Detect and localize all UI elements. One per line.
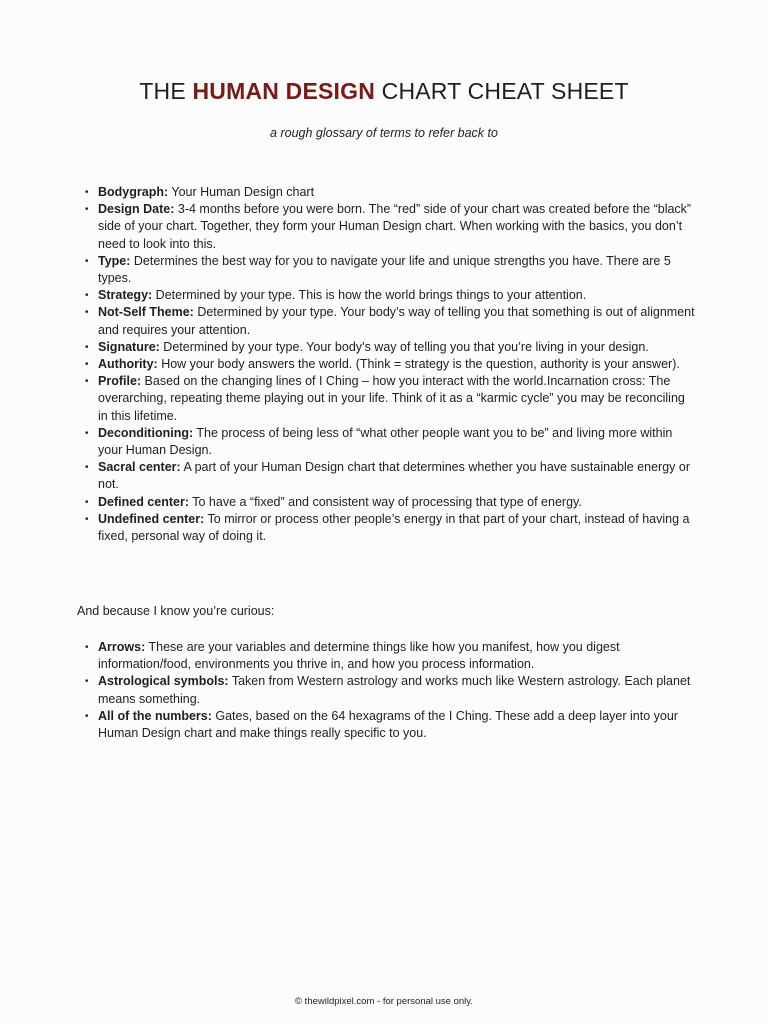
list-item-text: The process of being less of “what other people want you to be” and living more within your Human Design.	[98, 425, 673, 458]
list-item-term: Profile:	[98, 374, 142, 389]
list-item	[85, 339, 696, 356]
title-prefix: THE	[139, 78, 193, 104]
list-item-term: Type:	[98, 253, 131, 268]
list-item	[85, 459, 696, 493]
list-item-text: These are your variables and determine things like how you manifest, how you digest information/food, environments you thrive in, and how you process information.	[98, 640, 620, 672]
list-item-term: Sacral center:	[98, 460, 181, 475]
bullet-icon: •	[85, 359, 89, 371]
list-item-term: Astrological symbols:	[98, 674, 229, 689]
bullet-icon: •	[85, 462, 89, 474]
list-item-term: Arrows:	[98, 640, 146, 654]
list-item-term: Design Date:	[98, 202, 175, 217]
bullet-icon: •	[85, 204, 89, 216]
list-item-text: Based on the changing lines of I Ching – how you interact with the world.Incarnation cross: The overarching, repeating theme playing out in your life. Think of it as a “karmic cycle” you may be reconciling in this lifetime.	[98, 374, 685, 423]
list-item-term: Undefined center:	[98, 511, 205, 526]
list-item	[85, 184, 696, 201]
list-item	[85, 425, 696, 459]
title-suffix: CHART CHEAT SHEET	[375, 78, 629, 104]
bullet-icon: •	[85, 187, 89, 198]
bullet-icon: •	[85, 307, 89, 319]
list-item	[85, 201, 696, 253]
list-item	[85, 253, 696, 287]
list-item	[85, 708, 696, 742]
list-item	[85, 673, 696, 707]
list-item-text: Your Human Design chart	[168, 185, 315, 199]
list-item-text: How your body answers the world. (Think = strategy is the question, authority is your answer).	[157, 357, 680, 372]
list-item-term: Strategy:	[98, 288, 153, 303]
list-item-term: Deconditioning:	[98, 425, 194, 440]
list-item-term: All of the numbers:	[98, 708, 212, 723]
list-item-text: To mirror or process other people’s energy in that part of your chart, instead of having a fixed, personal way of doing it.	[98, 511, 690, 544]
page-title	[0, 78, 768, 105]
bullet-icon: •	[85, 341, 89, 353]
list-item-text: Taken from Western astrology and works much like Western astrology. Each planet means something.	[98, 674, 691, 706]
footer-copyright: © thewildpixel.com - for personal use only.	[295, 996, 473, 1007]
bullet-icon: •	[85, 513, 89, 525]
list-item	[85, 304, 696, 338]
bullet-icon: •	[85, 710, 89, 722]
bullet-icon: •	[85, 642, 89, 653]
list-item-text: A part of your Human Design chart that determines whether you have sustainable energy or not.	[98, 460, 691, 492]
bullet-icon: •	[85, 427, 89, 439]
list-item-term: Authority:	[98, 357, 158, 372]
bullet-icon: •	[85, 376, 89, 388]
list-item	[85, 639, 696, 673]
list-item	[85, 511, 696, 545]
list-item	[85, 287, 696, 304]
bullet-icon: •	[85, 496, 89, 508]
list-item	[85, 356, 696, 373]
list-item-text: Determined by your type. Your body’s way of telling you that something is out of alignment and requires your attention.	[98, 305, 695, 337]
bullet-icon: •	[85, 290, 89, 302]
list-item-text: Gates, based on the 64 hexagrams of the I Ching. These add a deep layer into your Human Design chart and make things really specific to you.	[98, 708, 678, 741]
list-item-term: Not-Self Theme:	[98, 305, 194, 320]
page-subtitle: a rough glossary of terms to refer back to	[270, 126, 498, 140]
list-item-term: Defined center:	[98, 494, 189, 509]
list-item-text: 3-4 months before you were born. The “red” side of your chart was created before the “black” side of your chart. Together, they form your Human Design chart. When working with the basics, you don’t need to look into this.	[98, 202, 692, 251]
bullet-icon: •	[85, 255, 89, 267]
glossary-list	[85, 184, 696, 545]
list-item	[85, 373, 696, 425]
bullet-icon: •	[85, 676, 89, 688]
list-item-text: Determined by your type. Your body’s way of telling you that you’re living in your design.	[159, 339, 649, 354]
extras-list	[85, 639, 696, 742]
list-item-text: To have a “fixed” and consistent way of processing that type of energy.	[189, 494, 582, 509]
curious-intro: And because I know you’re curious:	[77, 604, 275, 618]
list-item-term: Signature:	[98, 339, 160, 354]
list-item-text: Determined by your type. This is how the world brings things to your attention.	[152, 288, 587, 303]
list-item	[85, 494, 696, 511]
list-item-term: Bodygraph:	[98, 185, 169, 199]
title-accent: HUMAN DESIGN	[192, 78, 376, 104]
list-item-text: Determines the best way for you to navigate your life and unique strengths you have. There are 5 types.	[98, 253, 671, 286]
